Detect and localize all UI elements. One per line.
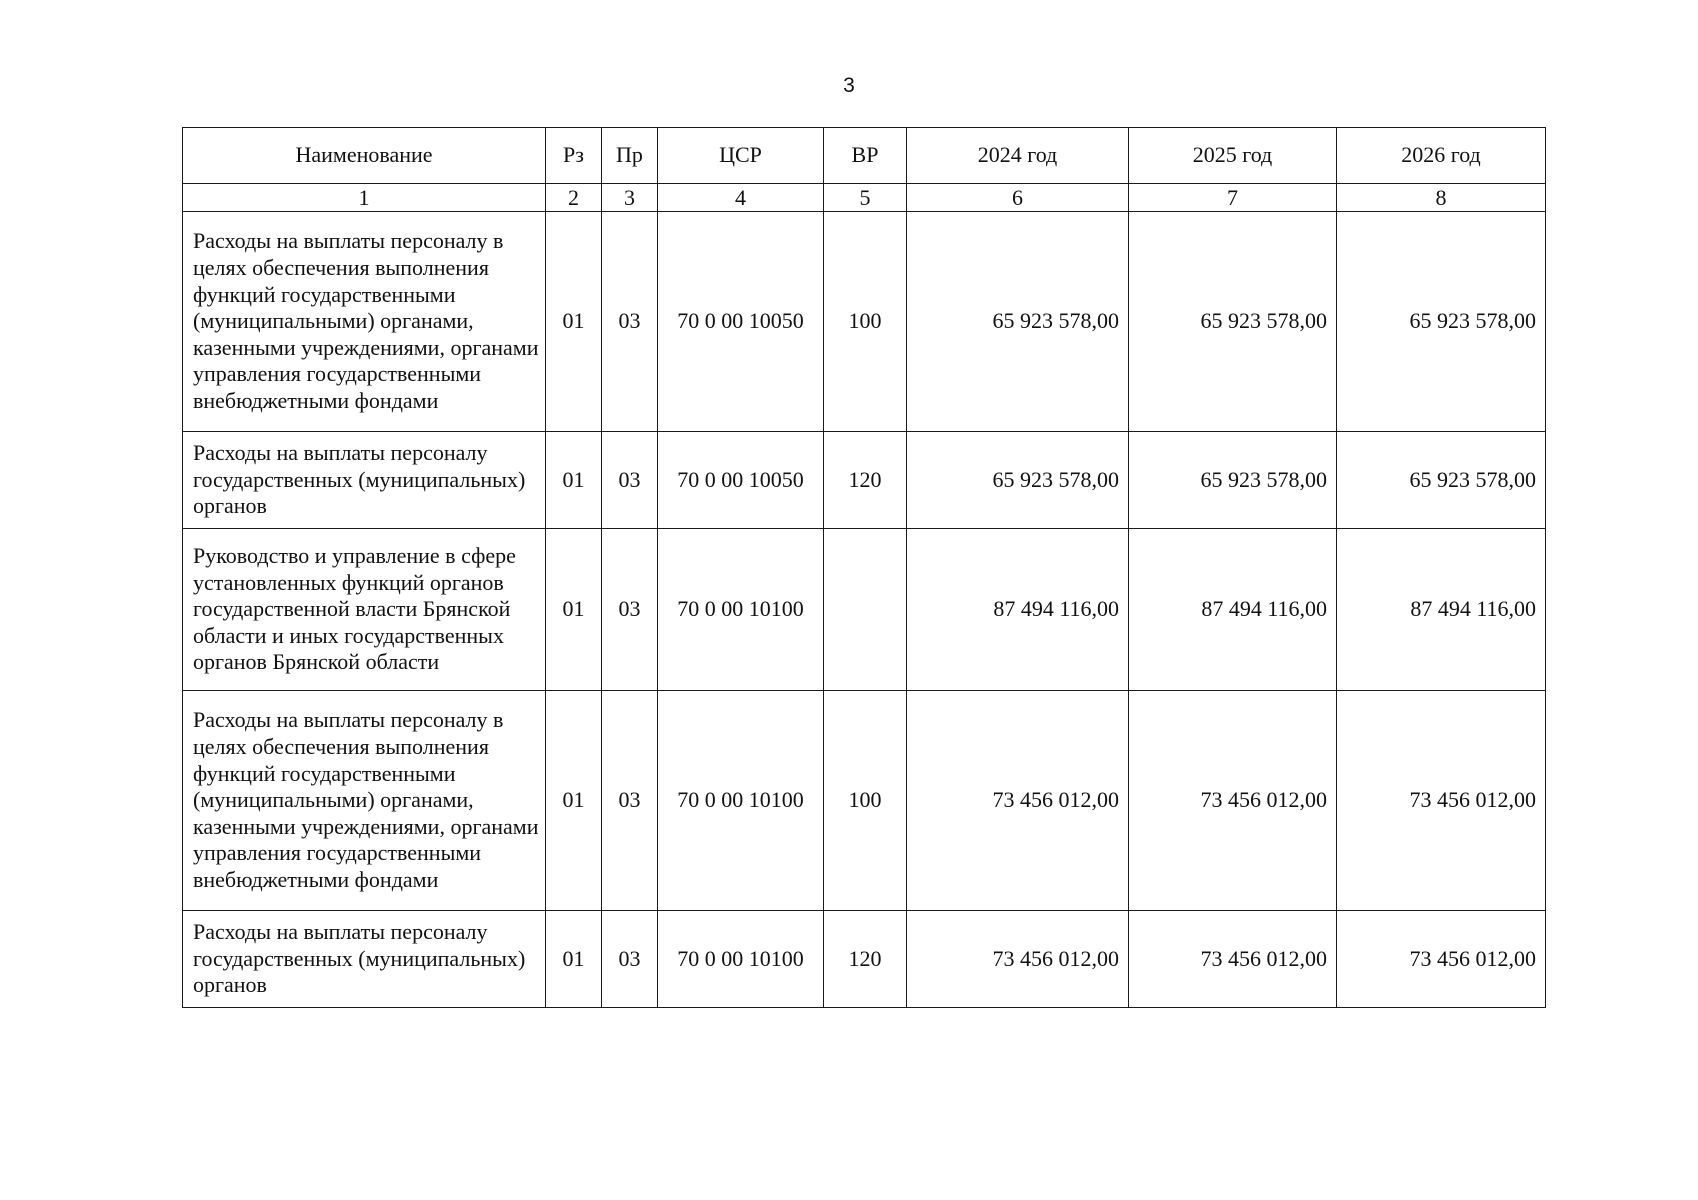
column-number: 5: [824, 184, 907, 212]
row-amount-2024: 65 923 578,00: [907, 212, 1129, 432]
row-amount-2026: 73 456 012,00: [1337, 691, 1546, 911]
row-name: Расходы на выплаты персоналу государственных (муниципальных) органов: [183, 432, 546, 529]
row-amount-2024: 73 456 012,00: [907, 691, 1129, 911]
header-name: Наименование: [183, 128, 546, 184]
row-amount-2024: 87 494 116,00: [907, 529, 1129, 691]
header-vr: ВР: [824, 128, 907, 184]
header-csr: ЦСР: [658, 128, 824, 184]
row-amount-2026: 73 456 012,00: [1337, 911, 1546, 1008]
header-rz: Рз: [546, 128, 602, 184]
row-vr: 100: [824, 212, 907, 432]
row-vr: 120: [824, 432, 907, 529]
header-2024: 2024 год: [907, 128, 1129, 184]
row-amount-2026: 65 923 578,00: [1337, 212, 1546, 432]
row-vr: 100: [824, 691, 907, 911]
row-amount-2025: 73 456 012,00: [1129, 911, 1337, 1008]
row-amount-2025: 73 456 012,00: [1129, 691, 1337, 911]
row-vr: [824, 529, 907, 691]
header-2026: 2026 год: [1337, 128, 1546, 184]
row-rz: 01: [546, 691, 602, 911]
column-number-row: [183, 184, 1546, 212]
page-number: 3: [843, 74, 855, 97]
header-pr: Пр: [602, 128, 658, 184]
row-csr: 70 0 00 10050: [658, 432, 824, 529]
row-pr: 03: [602, 529, 658, 691]
row-csr: 70 0 00 10100: [658, 691, 824, 911]
row-csr: 70 0 00 10100: [658, 529, 824, 691]
row-pr: 03: [602, 911, 658, 1008]
row-amount-2026: 65 923 578,00: [1337, 432, 1546, 529]
row-pr: 03: [602, 691, 658, 911]
row-amount-2026: 87 494 116,00: [1337, 529, 1546, 691]
column-number: 3: [602, 184, 658, 212]
row-amount-2024: 73 456 012,00: [907, 911, 1129, 1008]
row-name: Расходы на выплаты персоналу в целях обеспечения выполнения функций государственными (муниципальными) органами, казенными учреждениями, органами управления государственными внебюджетными фондами: [183, 212, 546, 432]
row-rz: 01: [546, 529, 602, 691]
table-row: [183, 691, 1546, 911]
column-number: 1: [183, 184, 546, 212]
row-rz: 01: [546, 911, 602, 1008]
row-pr: 03: [602, 432, 658, 529]
row-rz: 01: [546, 432, 602, 529]
row-rz: 01: [546, 212, 602, 432]
budget-table: [182, 127, 1546, 1008]
row-amount-2025: 65 923 578,00: [1129, 212, 1337, 432]
row-amount-2025: 87 494 116,00: [1129, 529, 1337, 691]
table-row: [183, 432, 1546, 529]
row-vr: 120: [824, 911, 907, 1008]
row-pr: 03: [602, 212, 658, 432]
table-row: [183, 911, 1546, 1008]
column-number: 2: [546, 184, 602, 212]
column-number: 6: [907, 184, 1129, 212]
column-number: 8: [1337, 184, 1546, 212]
header-row: [183, 128, 1546, 184]
row-name: Руководство и управление в сфере установленных функций органов государственной власти Брянской области и иных государственных органов Брянской области: [183, 529, 546, 691]
row-amount-2025: 65 923 578,00: [1129, 432, 1337, 529]
table-row: [183, 529, 1546, 691]
column-number: 7: [1129, 184, 1337, 212]
row-csr: 70 0 00 10100: [658, 911, 824, 1008]
row-name: Расходы на выплаты персоналу в целях обеспечения выполнения функций государственными (муниципальными) органами, казенными учреждениями, органами управления государственными внебюджетными фондами: [183, 691, 546, 911]
row-amount-2024: 65 923 578,00: [907, 432, 1129, 529]
table-row: [183, 212, 1546, 432]
row-name: Расходы на выплаты персоналу государственных (муниципальных) органов: [183, 911, 546, 1008]
column-number: 4: [658, 184, 824, 212]
header-2025: 2025 год: [1129, 128, 1337, 184]
row-csr: 70 0 00 10050: [658, 212, 824, 432]
